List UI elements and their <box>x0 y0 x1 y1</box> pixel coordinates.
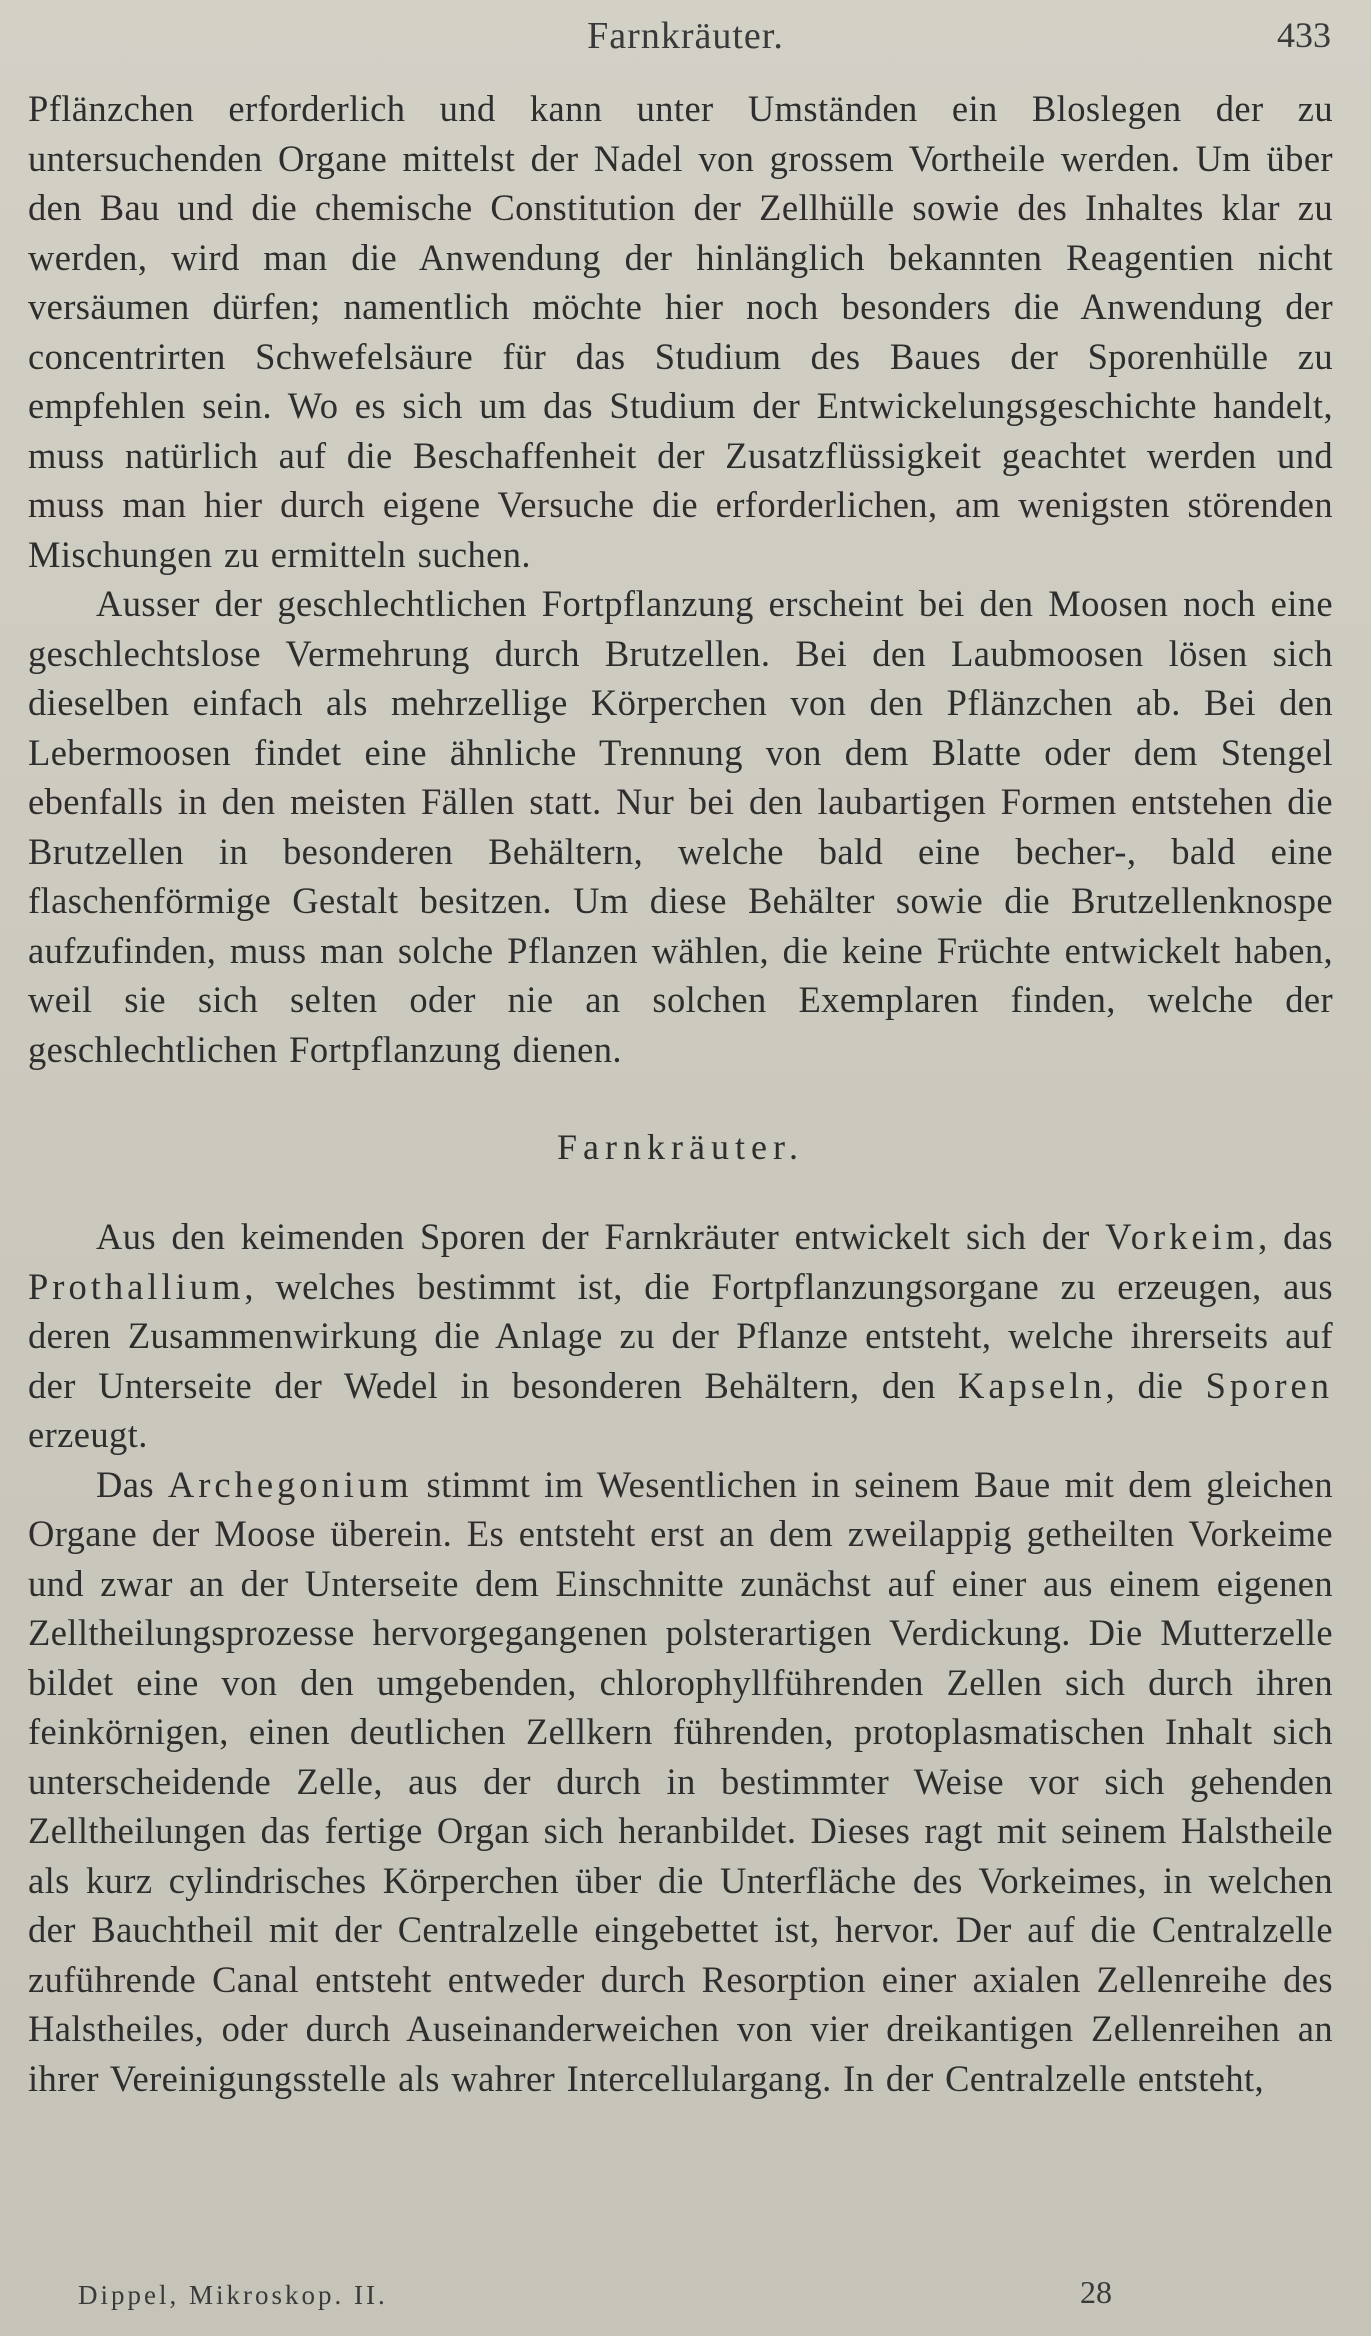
text-run: , welches bestimmt ist, die Fortpflanzungsorgane zu erzeugen, aus deren Zusammenwirkung die Anlage zu der Pflanze entsteht, welche ihrerseits auf der Unterseite der Wedel in besonderen Behältern, den <box>28 1265 1333 1406</box>
running-head: Farnkräuter. <box>587 15 784 57</box>
text-run: . In der Centralzelle entsteht, <box>822 2057 1265 2099</box>
text-run: , die <box>1105 1364 1206 1406</box>
sheet-number: 28 <box>1080 2274 1112 2310</box>
text-run: Aus den keimenden Sporen der Farnkräuter entwickelt sich der <box>96 1216 1106 1257</box>
term-kapseln: Kapseln <box>958 1364 1106 1406</box>
text-run: erzeugt. <box>28 1414 148 1455</box>
paragraph-2: Ausser der geschlechtlichen Fortpflanzung erscheint bei den Moosen noch eine geschlechtslose Vermehrung durch Brutzellen. Bei den Laubmoosen lösen sich dieselben einfach als mehrzellige Körperchen von den Pflänzchen ab. Bei den Lebermoosen findet eine ähnliche Trennung von dem Blatte oder dem Stengel ebenfalls in den meisten Fällen statt. Nur bei den laubartigen Formen entstehen die Brutzellen in besonderen Behältern, welche bald eine becher-, bald eine flaschenförmige Gestalt besitzen. Um diese Behälter sowie die Brutzellenknospe aufzufinden, muss man solche Pflanzen wählen, die keine Früchte entwickelt haben, weil sie sich selten oder nie an solchen Exemplaren finden, welche der geschlechtlichen Fortpflanzung dienen. <box>28 583 1333 1070</box>
term-prothallium: Prothallium <box>28 1265 245 1307</box>
paragraph-1: Pflänzchen erforderlich und kann unter Umständen ein Bloslegen der zu untersuchenden Organe mittelst der Nadel von grossem Vortheile werden. Um über den Bau und die chemische Constitution der Zellhülle sowie des Inhaltes klar zu werden, wird man die Anwendung der hinlänglich bekannten Reagentien nicht versäumen dürfen; namentlich möchte hier noch besonders die Anwendung der concentrirten Schwefelsäure für das Studium des Baues der Sporenhülle zu empfehlen sein. Wo es sich um das Studium der Entwickelungsgeschichte handelt, muss natürlich auf die Beschaffenheit der Zusatzflüssigkeit geachtet werden und muss man hier durch eigene Versuche die erforderlichen, am wenigsten störenden Mischungen zu ermitteln suchen. <box>28 88 1333 575</box>
term-vorkeim: Vorkeim <box>1105 1216 1259 1257</box>
term-sporen: Sporen <box>1205 1364 1333 1406</box>
term-archegonium: Archegonium <box>167 1463 413 1505</box>
text-run: stimmt im Wesentlichen in seinem Baue mit dem gleichen Organe der Moose überein. Es entsteht erst an dem zweilappig getheilten Vorkeime und zwar an der Unterseite dem Einschnitte zunächst auf einer aus einem eigenen Zelltheilungsprozesse hervorgegangenen polsterartigen Verdickung. Die Mutterzelle bildet eine von den umgebenden, chlorophyllführenden Zellen sich durch ihren feinkörnigen, einen deutlichen Zellkern führenden, protoplasmatischen Inhalt sich unterscheidende Zelle, aus der durch in bestimmter Weise vor sich gehenden Zelltheilungen das fertige Organ sich heranbildet. Dieses ragt mit seinem Halstheile als kurz cylindrisches Körperchen über die Unterfläche des Vorkeimes, in welchen der Bauchtheil mit der Centralzelle eingebettet ist, hervor. Der auf die Centralzelle zuführende Canal entsteht entweder durch Resorption einer axialen Zellenreihe des Halstheiles, oder durch Auseinanderweichen von vier dreikantigen Zellenreihen an ihrer Vereinigungsstelle als wahrer <box>28 1463 1333 2099</box>
text-run: , das <box>1258 1216 1333 1257</box>
paragraph-3 <box>28 1212 1333 1460</box>
paragraph-4 <box>28 1460 1333 2104</box>
page-header <box>0 14 1371 64</box>
page-footer <box>78 2274 1308 2320</box>
page-number: 433 <box>1277 15 1331 55</box>
text-run: Das <box>96 1463 168 1505</box>
signature-line: Dippel, Mikroskop. II. <box>78 2280 388 2310</box>
term-intercellulargang: Intercellulargang <box>566 2057 823 2099</box>
page-body <box>28 84 1333 2103</box>
section-heading: Farnkräuter. <box>557 1127 804 1167</box>
